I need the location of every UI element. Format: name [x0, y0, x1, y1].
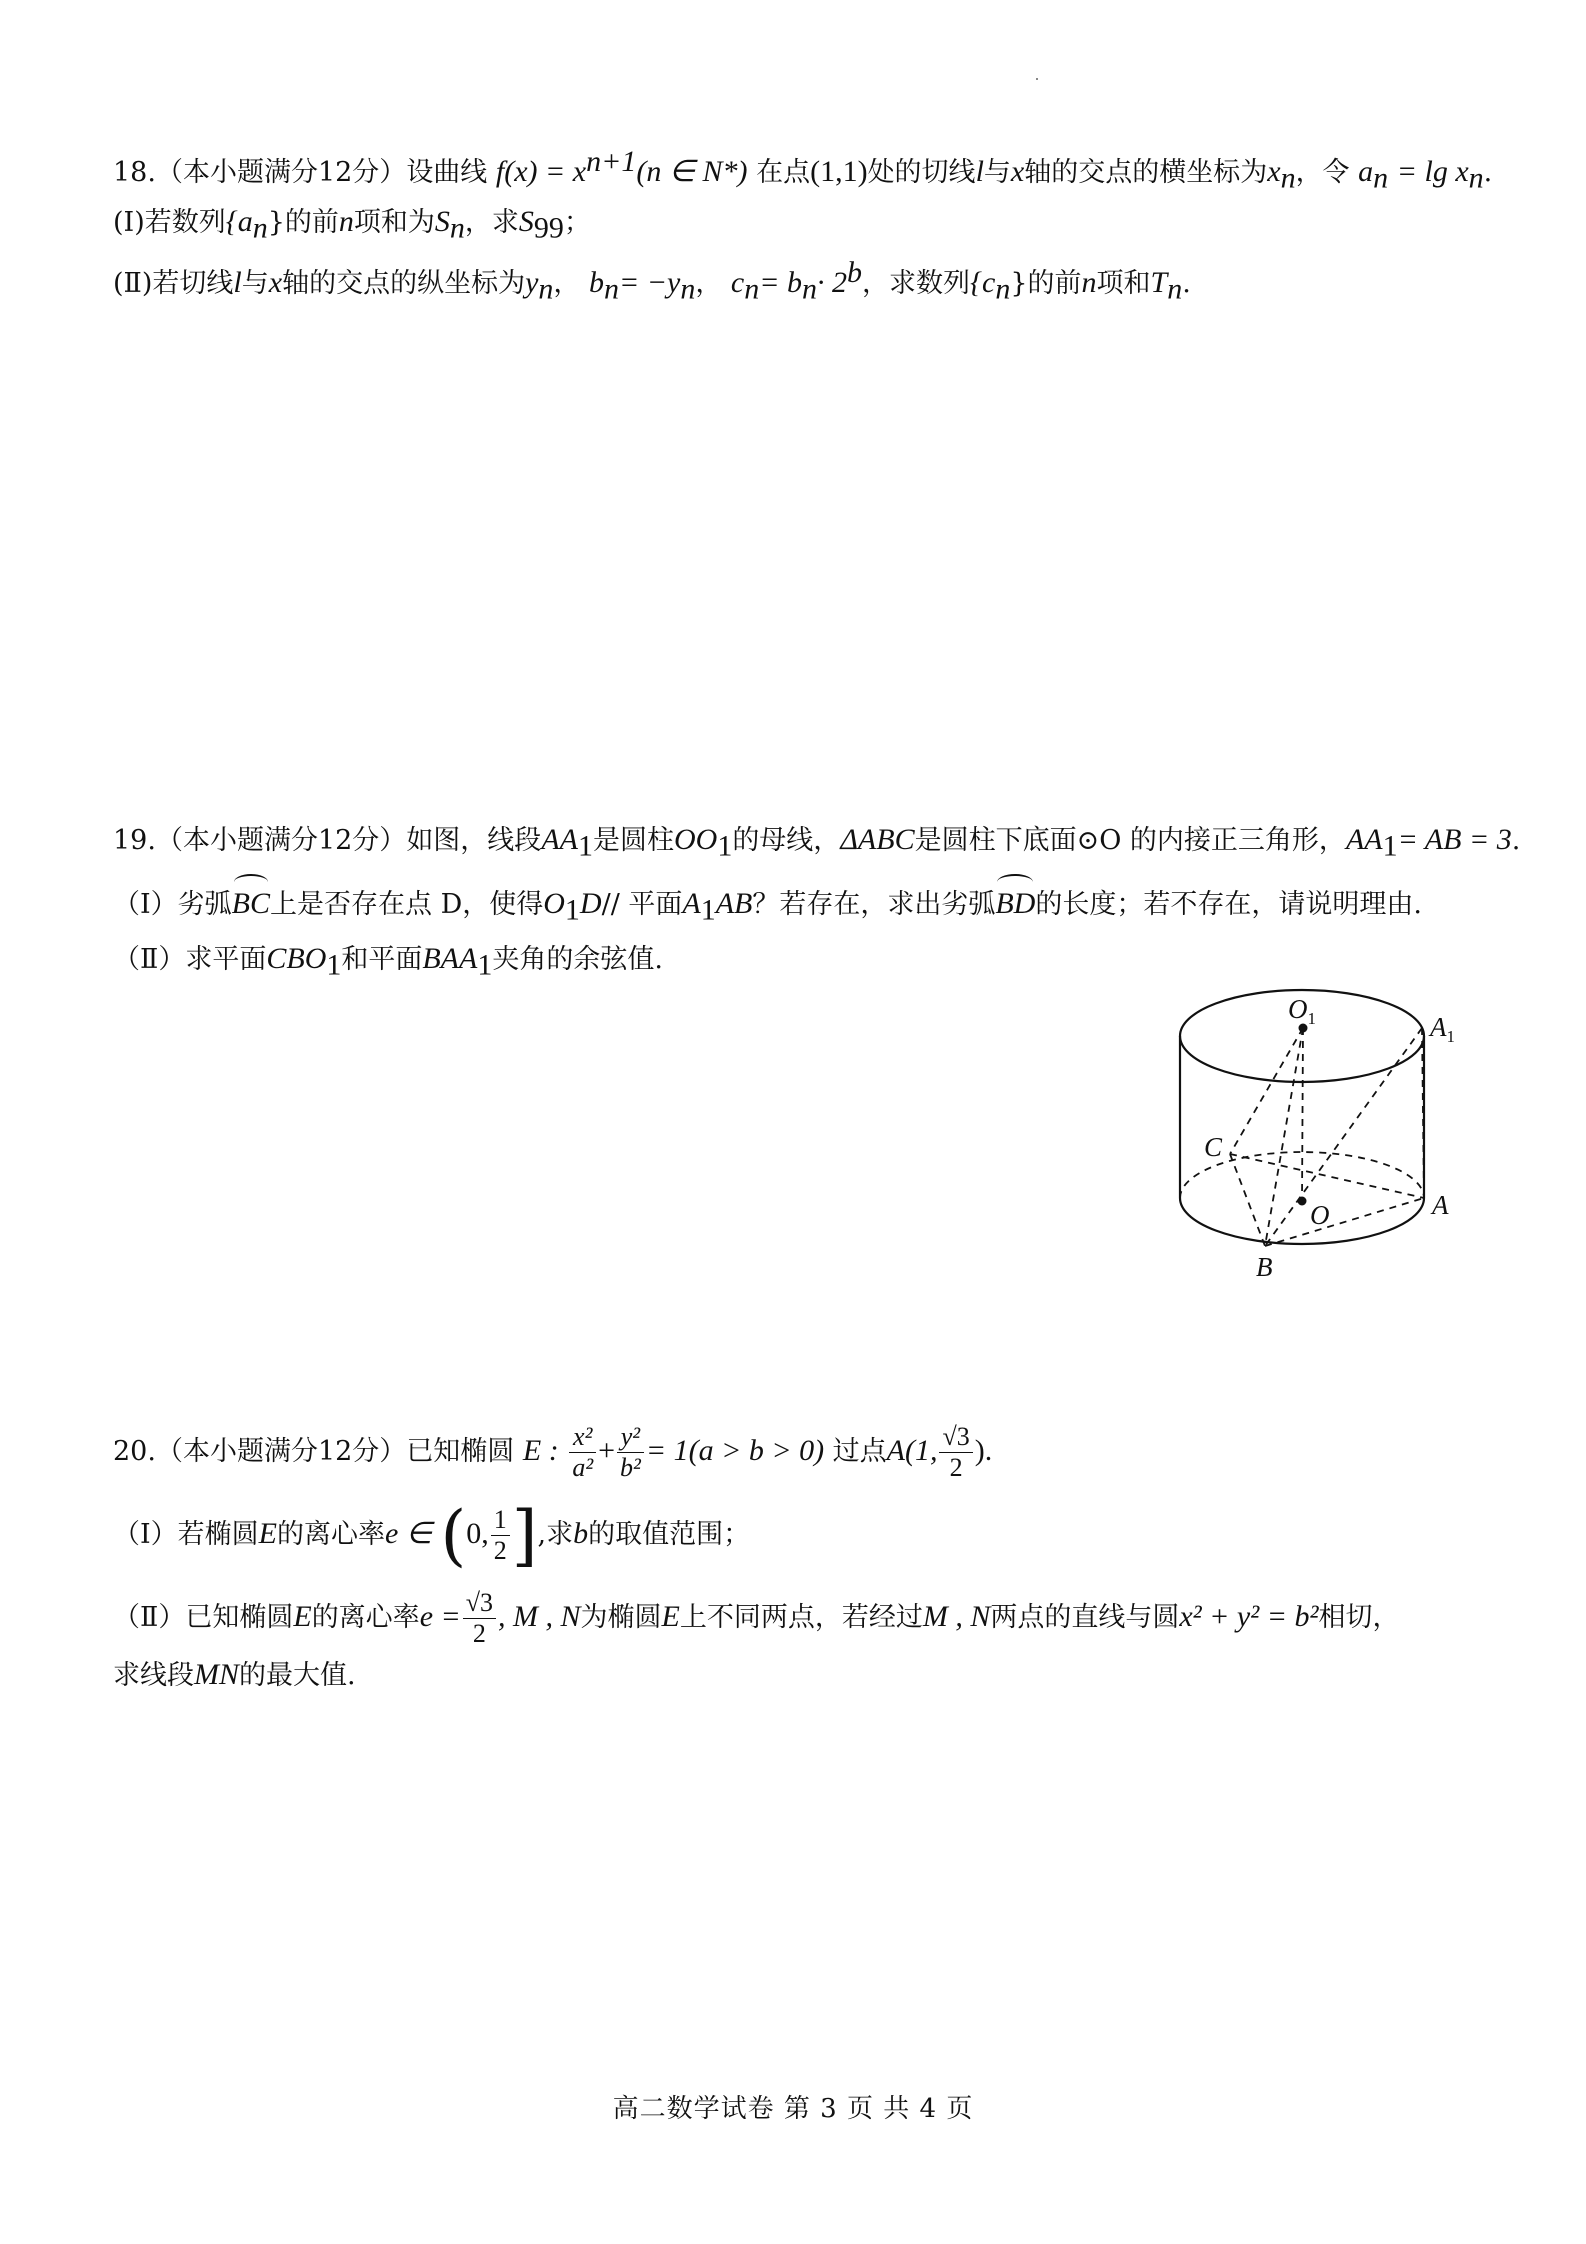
q20-part2-cont: 求线段MN的最大值.	[113, 1658, 356, 1691]
label-O: O	[1310, 1200, 1330, 1230]
frac-sqrt3-2: $\frac{√3}{2}$	[939, 1422, 972, 1483]
cylinder-figure	[1160, 988, 1460, 1288]
o1-c-line	[1230, 1028, 1303, 1154]
frac-x2-a2: $\frac{\text{x²}}{\text{a²}}$	[569, 1422, 596, 1483]
b-a-line	[1265, 1198, 1424, 1246]
c-b-line	[1230, 1154, 1265, 1246]
q18-part1: (Ⅰ)若数列$\{a_n\}$的前n项和为$S_n$，求$S_{99}$；	[113, 205, 591, 245]
a1-b-line	[1265, 1028, 1422, 1246]
q20-stem: 20.（本小题满分12分）已知椭圆 E : $\frac{\text{x²}}{\text{a²}}$ + $\frac{\text{y²}}{\text{b²}}$ = 1(a > b > 0) 过点A(1, $\frac{√3}{2}$ ).	[113, 1422, 993, 1482]
q19-part1: （Ⅰ）劣弧BC上是否存在点 D，使得$O_1D//$ 平面$A_1AB$？若存在，求出劣弧BD的长度；若不存在，请说明理由.	[113, 874, 1493, 932]
arc-bc: BC	[232, 874, 270, 926]
label-A1: $A_1$	[1430, 1012, 1455, 1046]
question-18	[113, 140, 1493, 311]
q18-stem: 18.（本小题满分12分）设曲线 $f(x) = x^{n+1}(n$ ∈ N*) 在点(1,1)处的切线l与x轴的交点的横坐标为$x_n$，令 $a_n = \lg x_n$.	[113, 145, 1493, 195]
q19-stem: 19.（本小题满分12分）如图，线段$AA_1$是圆柱$OO_1$的母线，ΔABC是圆柱下底面⊙O 的内接正三角形，$AA_1=$ AB = 3.	[113, 823, 1521, 863]
frac-y2-b2: $\frac{\text{y²}}{\text{b²}}$	[617, 1422, 644, 1483]
o1-point	[1299, 1024, 1308, 1033]
q20-part2: （Ⅱ）已知椭圆E的离心率e = $\frac{√3}{2}$ , M , N为椭圆E上不同两点，若经过M , N两点的直线与圆x² + y² = b²相切，	[113, 1588, 1400, 1648]
label-C: C	[1204, 1132, 1223, 1162]
label-B: B	[1256, 1252, 1273, 1282]
c-a-line	[1230, 1154, 1424, 1198]
o-point	[1298, 1197, 1307, 1206]
question-20	[113, 1410, 1493, 1698]
o1-b-line	[1265, 1028, 1303, 1246]
q19-part2: （Ⅱ）求平面$CBO_1$和平面$BAA_1$夹角的余弦值.	[113, 941, 663, 982]
o1-o-axis	[1302, 1028, 1303, 1201]
scan-speck	[1036, 78, 1038, 80]
q18-part2: (Ⅱ)若切线l与x轴的交点的纵坐标为$y_n$， $b_n= -y_n$， $c_n= b_n\cdot 2^b$，求数列$\{c_n\}$的前n项和$T_n$.	[113, 255, 1191, 306]
page-footer: 高二数学试卷 第 3 页 共 4 页	[612, 2094, 974, 2124]
q20-part1: （Ⅰ）若椭圆E的离心率e ∈ (0, $\frac{1}{2}$ ],求b的取值范围；	[113, 1496, 751, 1574]
frac-sqrt3-2-b: $\frac{√3}{2}$	[463, 1588, 496, 1649]
label-A: A	[1432, 1190, 1449, 1220]
question-19	[113, 818, 1521, 987]
label-O1: $O_1$	[1288, 994, 1316, 1028]
arc-bd: BD	[995, 874, 1035, 926]
frac-1-2: $\frac{1}{2}$	[491, 1505, 510, 1566]
